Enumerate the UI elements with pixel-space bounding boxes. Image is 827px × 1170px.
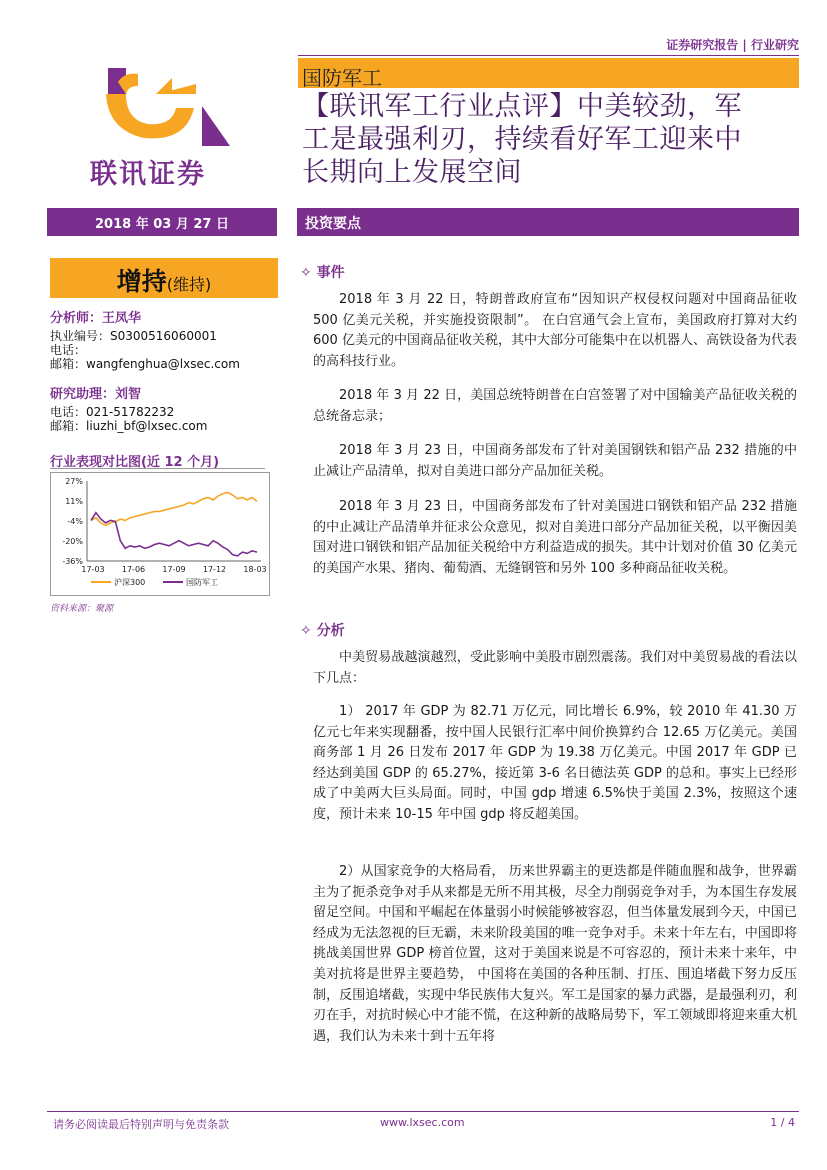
chart-frame <box>50 472 270 596</box>
analysis-para-3: 2）从国家竞争的大格局看， 历来世界霸主的更迭都是伴随血腥和战争，世界霸主为了扼杀竞争对手从来都是无所不用其极，尽全力削弱竞争对手，为本国生存发展留足空间。中国和平崛起在体量弱小时候能够被容忍，但当体量发展到今天，中国已经成为无法忽视的巨无霸，未来阶段美国的唯一竞争对手。未来十年左右，中国即将挑战美国世界 GDP 榜首位置，这对于美国来说是不可容忍的，预计未来十来年，中美对抗将是世界主要趋势， 中国将在美国的各种压制、打压、围追堵截下努力反压制，反围追堵截，实现中华民族伟大复兴。军工是国家的暴力武器，是最强利刃，利刃在手，对抗时候心中才能不慌，在这种新的战略局势下，军工领域即将迎来重大机遇，我们认为未来十到十五年将 <box>313 864 797 1044</box>
report-date: 2018 年 03 月 27 日 <box>95 217 229 232</box>
rating-main: 增持 <box>116 267 167 296</box>
section-bar <box>297 208 799 236</box>
event-para-1: 2018 年 3 月 22 日，特朗普政府宣布“因知识产权侵权问题对中国商品征收 500 亿美元关税，并实施投资限制”。 在白宫通气会上宣布，美国政府打算对大约 600 亿美元的中国商品征收关税，其中大部分可能集中在以机器人、高铁设备为代表的高科技行业。 <box>313 292 797 369</box>
analyst-phone: 电话： <box>50 343 87 357</box>
x-tick-label: 17-03 <box>81 565 105 574</box>
title-line-1: 【联讯军工行业点评】中美较劲，军 <box>302 91 742 122</box>
title-line-3: 长期向上发展空间 <box>302 157 522 188</box>
x-tick-label: 18-03 <box>243 565 267 574</box>
chart-title-rule <box>50 468 265 469</box>
report-title <box>302 90 802 189</box>
assistant-block <box>50 388 207 433</box>
chart-title: 行业表现对比图(近 12 个月) <box>50 455 220 470</box>
y-tick-label: 27% <box>65 477 83 486</box>
footer-website[interactable]: www.lxsec.com <box>380 1116 465 1129</box>
analysis-title: 分析 <box>316 623 345 639</box>
title-line-2: 工是最强利刃，持续看好军工迎来中 <box>302 124 742 155</box>
report-type: 证券研究报告 | 行业研究 <box>666 38 799 52</box>
rating-sub: (维持) <box>166 275 212 294</box>
event-para-4: 2018 年 3 月 23 日，中国商务部发布了针对美国进口钢铁和铝产品 232 措施的中止减让产品清单并征求公众意见，拟对自美进口部分产品加征关税，以平衡因美国对进口钢铁和铝产品加征关税给中方利益造成的损失。其中计划对价值 30 亿美元的美国产水果、猪肉、葡萄酒、无缝钢管和另外 100 多种商品征收关税。 <box>313 499 797 576</box>
analyst-name: 分析师：王凤华 <box>50 311 142 326</box>
event-para-3: 2018 年 3 月 23 日，中国商务部发布了针对美国钢铁和铝产品 232 措施的中止减让产品清单，拟对自美进口部分产品加征关税。 <box>313 443 797 479</box>
analyst-cert: 执业编号：S0300516060001 <box>50 329 217 343</box>
x-tick-label: 17-06 <box>121 565 146 574</box>
assistant-phone: 电话：021-51782232 <box>50 405 175 419</box>
assistant-name: 研究助理：刘智 <box>50 387 142 402</box>
footer-disclaimer[interactable]: 请务必阅读最后特别声明与免责条款 <box>53 1118 229 1131</box>
diamond-icon: ✧ <box>300 265 312 281</box>
legend-label: 国防军工 <box>186 578 218 587</box>
y-tick-label: -20% <box>62 537 83 546</box>
y-tick-label: -4% <box>67 517 83 526</box>
analyst-block <box>50 312 240 371</box>
logo-text: 联讯证券 <box>90 159 206 190</box>
header-divider <box>298 55 799 56</box>
legend-label: 沪深300 <box>114 578 146 587</box>
x-tick-label: 17-09 <box>162 565 186 574</box>
section-title-invest: 投资要点 <box>305 216 361 232</box>
y-tick-label: -36% <box>62 557 83 566</box>
assistant-email[interactable]: 邮箱：liuzhi_bf@lxsec.com <box>50 419 208 433</box>
footer-divider <box>47 1111 799 1112</box>
series-line-hs300 <box>91 492 257 525</box>
analysis-para-1: 中美贸易战越演越烈，受此影响中美股市剧烈震荡。我们对中美贸易战的看法以下几点： <box>313 650 797 686</box>
series-line-defense <box>91 513 257 556</box>
analysis-heading <box>300 620 345 640</box>
event-para-2: 2018 年 3 月 22 日，美国总统特朗普在白宫签署了对中国输美产品征收关税的总统备忘录； <box>313 388 797 424</box>
chart-source: 资料来源：聚源 <box>50 604 114 614</box>
y-tick-label: 11% <box>65 497 83 506</box>
event-heading <box>300 262 345 282</box>
analysis-para-2: 1） 2017 年 GDP 为 82.71 万亿元，同比增长 6.9%，较 2010 年 41.30 万亿元七年来实现翻番，按中国人民银行汇率中间价换算约合 12.65 万亿美元。美国商务部 1 月 26 日发布 2017 年 GDP 为 19.38 万亿美元。中国 2017 年 GDP 已经达到美国 GDP 的 65.27%，接近第 3-6 名日德法英 GDP 的总和。事实上已经形成了中美两大巨头局面。同时，中国 gdp 增速 6.5%快于美国 2.3%，按照这个速度，预计未来 10-15 年中国 gdp 将反超美国。 <box>313 704 797 822</box>
rating <box>50 262 278 298</box>
analyst-email[interactable]: 邮箱：wangfenghua@lxsec.com <box>50 357 240 371</box>
x-tick-label: 17-12 <box>202 565 227 574</box>
footer-page-number: 1 / 4 <box>770 1116 795 1129</box>
event-title: 事件 <box>316 265 345 281</box>
diamond-icon: ✧ <box>300 623 312 639</box>
performance-chart <box>51 473 269 595</box>
sector-label: 国防军工 <box>302 66 382 90</box>
